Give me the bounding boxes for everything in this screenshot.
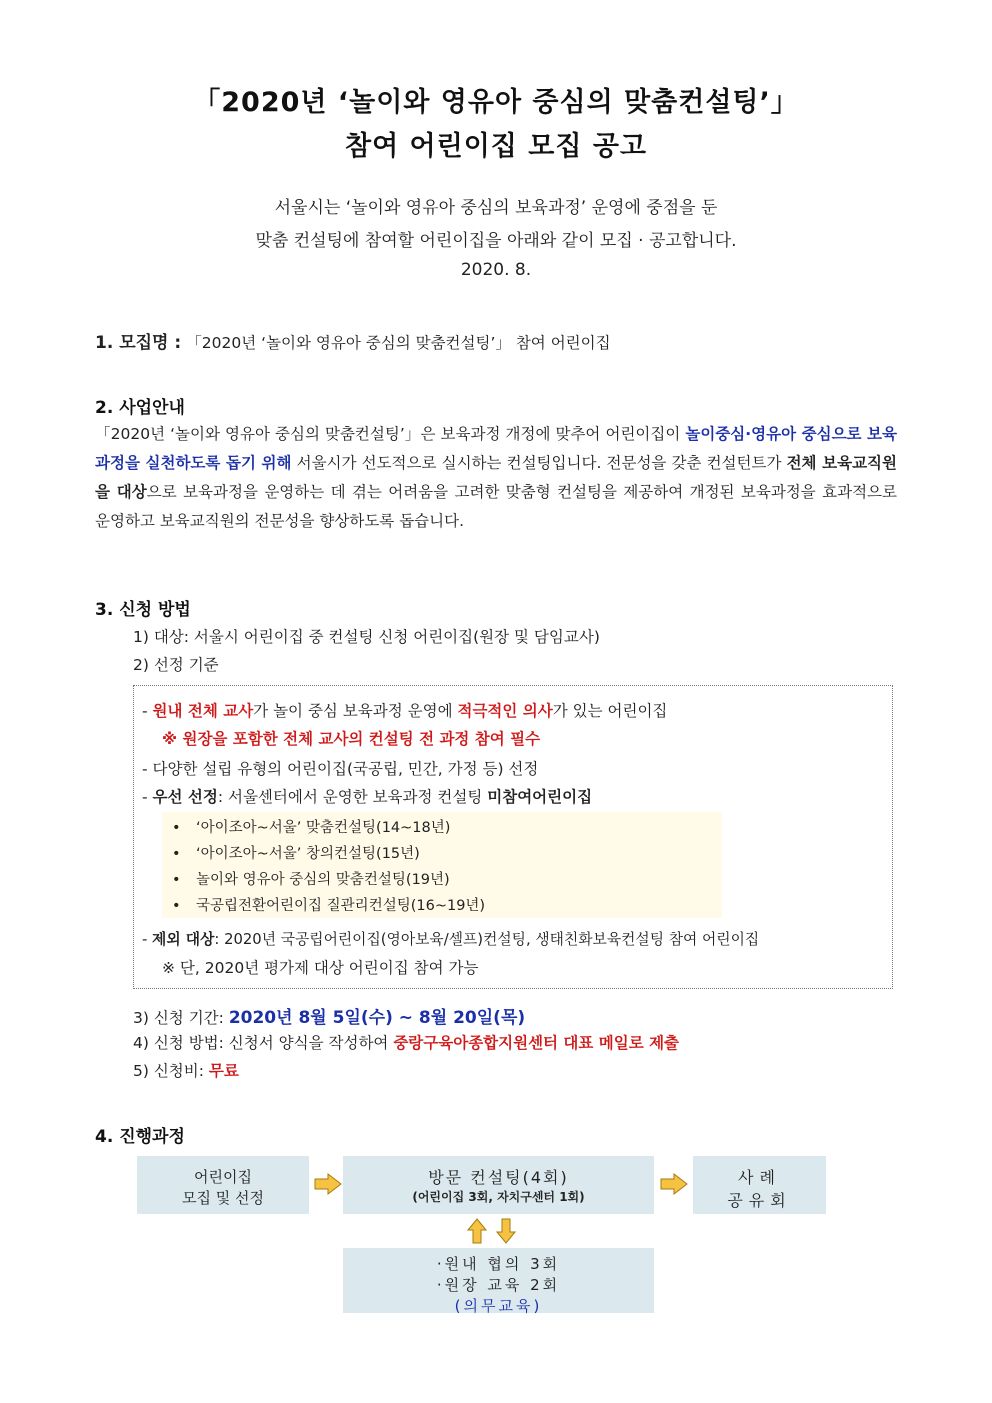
criteria-line5 [142,928,759,949]
intro-line1: 서울시는 ‘놀이와 영유아 중심의 보육과정’ 운영에 중점을 둔 [274,198,718,218]
flow-box-share [693,1156,826,1214]
intro-line2: 맞춤 컨설팅에 참여할 어린이집을 아래와 같이 모집 · 공고합니다. [255,231,737,251]
bullet-dot: • [172,872,181,888]
criteria-red2: 적극적인 의사 [457,702,553,720]
section3-heading: 3. 신청 방법 [95,600,191,620]
intro-date: 2020. 8. [460,260,532,280]
bullet-item [172,894,485,915]
fee-value: 무료 [208,1062,239,1080]
section3-item2: 2) 선정 기준 [133,656,219,674]
arrow-right-icon [660,1173,688,1195]
section1-text: 「2020년 ‘놀이와 영유아 중심의 맞춤컨설팅’」 참여 어린이집 [186,334,611,352]
period-value: 2020년 8월 5일(수) ~ 8월 20일(목) [228,1008,526,1028]
bullet-text: 국공립전환어린이집 질관리컨설팅(16~19년) [196,898,486,914]
criteria-line6: ※ 단, 2020년 평가제 대상 어린이집 참여 가능 [162,959,479,977]
flow-box-training [343,1248,654,1313]
fee-label: 5) 신청비: [133,1062,209,1080]
bullet-item [172,816,450,837]
flow-box-training-line3: (의무교육) [454,1297,543,1315]
section2-highlight-bold: 전체 보육교직원을 대상 [95,454,897,501]
section2-body [95,420,897,536]
bullet-item [172,868,450,889]
section3-item5 [133,1059,239,1081]
bullet-text: ‘아이조아~서울’ 맞춤컨설팅(14~18년) [196,820,451,836]
bullet-item [172,842,420,863]
section2-text1: 「2020년 ‘놀이와 영유아 중심의 맞춤컨설팅’」은 보육과정 개정에 맞추어 어린이집이 [95,425,686,443]
criteria-priority-bold: 미참여어린이집 [487,788,593,806]
criteria-dash: - [142,702,153,720]
criteria-exclude-label: 제외 대상 [152,931,215,948]
criteria-text1: 가 놀이 중심 보육과정 운영에 [253,702,458,720]
criteria-line3: - 다양한 설립 유형의 어린이집(국공립, 민간, 가정 등) 선정 [142,760,539,778]
bullet-dot: • [172,820,181,836]
flow-box-visit-line1: 방문 컨설팅(4회) [428,1168,569,1187]
criteria-line1 [142,699,667,721]
criteria-dash3: - [142,931,153,948]
flow-box-visit-line2: (어린이집 3회, 자치구센터 1회) [412,1190,585,1204]
flow-box-training-line2: ·원장 교육 2회 [436,1276,561,1294]
bullet-text: ‘아이조아~서울’ 창의컨설팅(15년) [196,846,420,862]
section3-item4 [133,1031,679,1053]
section3-item1: 1) 대상: 서울시 어린이집 중 컨설팅 신청 어린이집(원장 및 담임교사) [133,628,600,646]
flow-box-training-line1: ·원내 협의 3회 [436,1255,561,1273]
section2-text3: 으로 보육과정을 운영하는 데 겪는 어려움을 고려한 맞춤형 컨설팅을 제공하여 개정된 보육과정을 효과적으로 운영하고 보육교직원의 전문성을 향상하도록 돕습니다. [95,483,897,530]
criteria-priority-label: 우선 선정 [152,788,218,806]
method-value: 중랑구육아종합지원센터 대표 메일로 제출 [393,1034,680,1052]
criteria-dash2: - [142,788,153,806]
criteria-line4 [142,785,592,807]
flow-box-visit [343,1156,654,1214]
title-line1: 「2020년 ‘놀이와 영유아 중심의 맞춤컨설팅’」 [193,87,799,118]
arrow-down-icon [496,1218,516,1244]
section2-text2: 서울시가 선도적으로 실시하는 컨설팅입니다. 전문성을 갖춘 컨설턴트가 [291,454,787,472]
flow-box-recruit [137,1156,309,1214]
arrow-up-icon [467,1218,487,1244]
flow-box-share-line2: 공유회 [727,1191,792,1210]
flow-box-share-line1: 사례 [738,1168,781,1187]
method-label: 4) 신청 방법: 신청서 양식을 작성하여 [133,1034,394,1052]
criteria-red1: 원내 전체 교사 [152,702,254,720]
criteria-priority-text: : 서울센터에서 운영한 보육과정 컨설팅 [217,788,488,806]
criteria-exclude-text: : 2020년 국공립어린이집(영아보육/셀프)컨설팅, 생태친화보육컨설팅 참여 어린이집 [214,931,760,948]
section1-heading: 1. 모집명 : [95,333,182,353]
section1 [95,328,611,353]
bullet-dot: • [172,846,181,862]
section4-heading: 4. 진행과정 [95,1127,185,1147]
period-label: 3) 신청 기간: [133,1009,229,1027]
arrow-right-icon [314,1173,342,1195]
section2-heading: 2. 사업안내 [95,398,185,418]
section3-item3 [133,1003,525,1028]
criteria-note: ※ 원장을 포함한 전체 교사의 컨설팅 전 과정 참여 필수 [162,730,541,748]
bullet-dot: • [172,898,181,914]
section2-highlight-blue: 놀이중심·영유아 중심으로 보육과정을 실천하도록 돕기 위해 [95,425,897,472]
bullet-text: 놀이와 영유아 중심의 맞춤컨설팅(19년) [196,872,450,888]
flow-box-recruit-line2: 모집 및 선정 [182,1189,264,1207]
criteria-text2: 가 있는 어린이집 [552,702,668,720]
title-line2: 참여 어린이집 모집 공고 [344,131,648,162]
flow-box-recruit-line1: 어린이집 [194,1168,252,1186]
